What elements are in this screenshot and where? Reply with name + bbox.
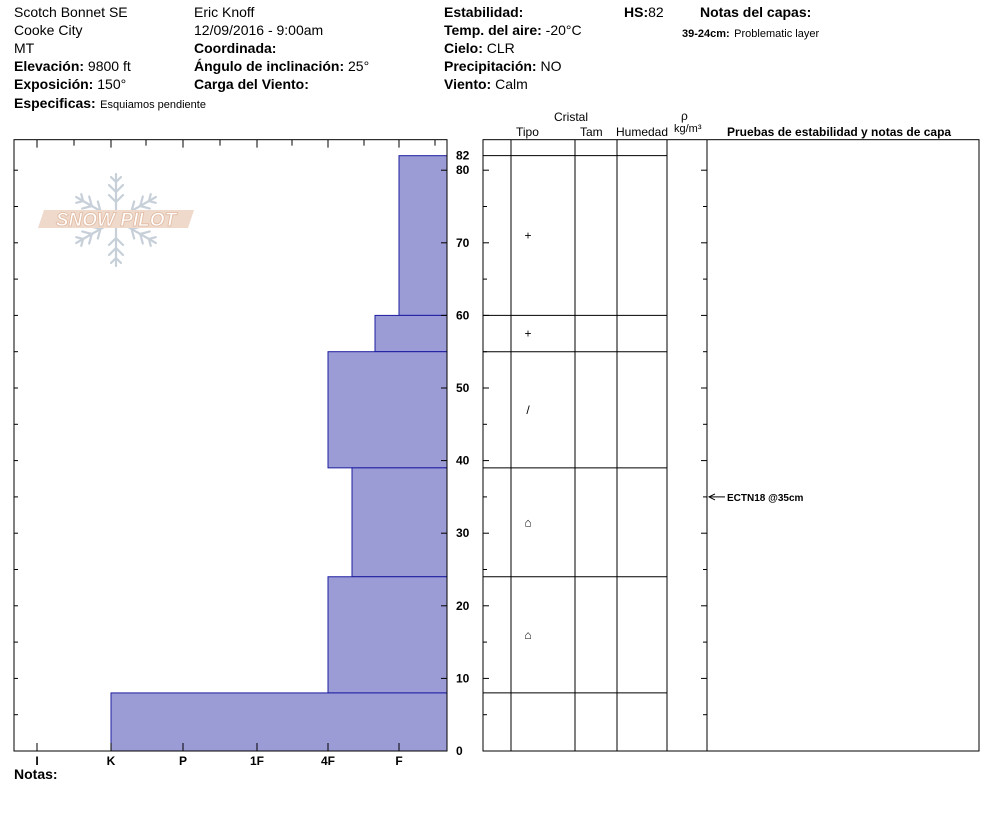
hardness-label-1F: 1F — [249, 754, 265, 768]
grain-symbol-depth-hoar-3: ⌂ — [524, 515, 532, 530]
sky-value: CLR — [486, 40, 515, 56]
air-temp-value: -20°C — [545, 22, 582, 38]
observer-name: Eric Knoff — [194, 4, 255, 20]
density-unit-header: kg/m³ — [674, 123, 702, 135]
depth-label-80: 80 — [456, 163, 470, 178]
tests-header: Pruebas de estabilidad y notas de capa — [727, 125, 952, 139]
depth-label-10: 10 — [456, 671, 470, 686]
specifics-label: Especificas: — [14, 95, 96, 111]
location-name: Scotch Bonnet SE — [14, 4, 128, 20]
elevation-label: Elevación: — [14, 58, 85, 74]
hardness-bar-0 — [399, 156, 447, 316]
hardness-label-P: P — [178, 754, 188, 768]
hardness-bar-2 — [328, 352, 447, 468]
slope-value: 25° — [348, 58, 370, 74]
aspect-label: Exposición: — [14, 76, 94, 92]
depth-label-hs: 82 — [456, 148, 470, 163]
depth-label-20: 20 — [456, 598, 470, 613]
notes-label: Notas: — [14, 766, 58, 782]
hs-value: 82 — [648, 4, 664, 20]
state-name: MT — [14, 40, 35, 56]
wind-label: Viento: — [444, 76, 492, 92]
hardness-bar-5 — [111, 693, 447, 751]
elevation-value: 9800 ft — [87, 58, 131, 74]
layer-table-frame — [483, 140, 979, 751]
slope-label: Ángulo de inclinación: — [194, 58, 345, 74]
grain-symbol-new-snow-1: + — [524, 326, 532, 341]
crystal-header: Cristal — [554, 110, 589, 124]
grain-symbol-new-snow-0: + — [524, 228, 532, 243]
grain-symbol-depth-hoar-4: ⌂ — [524, 627, 532, 642]
rho-header: ρ — [681, 109, 688, 123]
type-header: Tipo — [516, 125, 539, 139]
hardness-bar-3 — [352, 468, 447, 577]
coordinate-label: Coordinada: — [194, 40, 277, 56]
hs-label: HS: — [624, 4, 649, 20]
stability-label: Estabilidad: — [444, 4, 524, 20]
size-header: Tam — [580, 125, 603, 139]
observation-datetime: 12/09/2016 - 9:00am — [194, 22, 324, 38]
air-temp-label: Temp. del aire: — [444, 22, 542, 38]
specifics-value: Esquiamos pendiente — [100, 99, 206, 111]
layer-notes-label: Notas del capas: — [700, 4, 812, 20]
precip-label: Precipitación: — [444, 58, 537, 74]
depth-label-30: 30 — [456, 526, 470, 541]
hardness-label-F: F — [395, 754, 403, 768]
hardness-bar-4 — [328, 577, 447, 693]
depth-label-0: 0 — [456, 744, 463, 758]
depth-label-70: 70 — [456, 235, 470, 250]
aspect-value: 150° — [97, 76, 127, 92]
depth-label-50: 50 — [456, 381, 470, 395]
stability-test-label-0: ECTN18 @35cm — [727, 492, 804, 504]
depth-label-40: 40 — [456, 453, 470, 468]
depth-label-60: 60 — [456, 308, 470, 323]
wind-value: Calm — [495, 76, 528, 92]
moisture-header: Humedad — [616, 125, 669, 139]
logo-text: SNOW PILOT — [55, 210, 177, 231]
area-name: Cooke City — [14, 22, 83, 38]
hardness-label-K: K — [106, 754, 116, 768]
hardness-label-4F: 4F — [320, 754, 336, 768]
hardness-bar-1 — [375, 315, 447, 351]
hardness-label-I: I — [35, 754, 39, 768]
sky-label: Cielo: — [444, 40, 483, 56]
layer-note-range: 39-24cm: — [682, 28, 730, 40]
precip-value: NO — [540, 58, 562, 74]
grain-symbol-decomposed-fragments-2: / — [526, 402, 530, 417]
wind-load-label: Carga del Viento: — [194, 76, 309, 92]
layer-note-text: Problematic layer — [734, 28, 820, 40]
